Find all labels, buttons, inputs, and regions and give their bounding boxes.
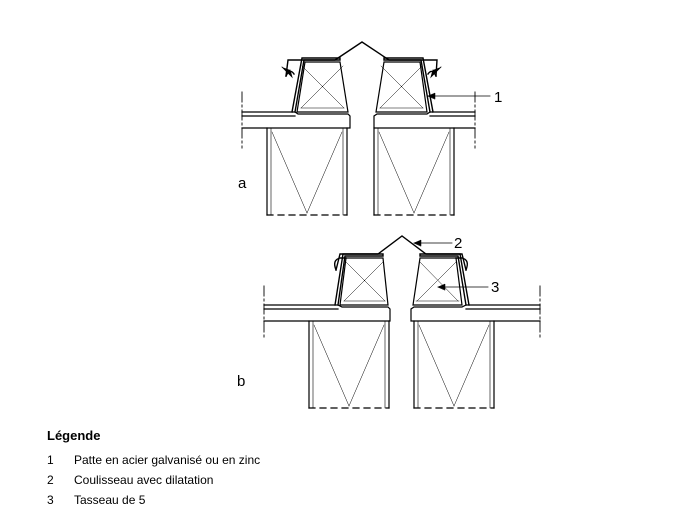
detail-label-b: b	[237, 373, 246, 390]
legend-item-text: Coulisseau avec dilatation	[74, 473, 214, 487]
callout-3: 3	[491, 279, 500, 296]
callout-2: 2	[454, 235, 463, 252]
batten-left-a	[297, 62, 348, 112]
rafter-left-a	[267, 128, 347, 215]
deck-board-left-b	[264, 305, 390, 321]
ridge-cap-a	[286, 42, 437, 76]
legend-item-text: Patte en acier galvanisé ou en zinc	[74, 453, 261, 467]
sheet-left-a	[292, 58, 340, 112]
sheet-right-b	[420, 254, 469, 305]
legend-item	[47, 453, 260, 467]
ridge-cap-b	[336, 236, 466, 270]
legend-item-number: 1	[47, 453, 54, 467]
rafter-left-b	[309, 321, 389, 408]
detail-a	[238, 42, 502, 215]
batten-right-a	[376, 62, 427, 112]
legend-title: Légende	[47, 428, 101, 443]
callout-1: 1	[494, 89, 503, 106]
rafter-right-b	[414, 321, 494, 408]
deck-board-right-b	[411, 305, 540, 321]
sheet-left-b	[335, 254, 383, 305]
detail-b	[237, 235, 540, 408]
detail-label-a: a	[238, 175, 247, 192]
legend-item-text: Tasseau de 5	[74, 493, 146, 507]
deck-board-left-a	[242, 112, 350, 128]
batten-right-b	[413, 258, 462, 305]
legend-item-number: 3	[47, 493, 54, 507]
batten-left-b	[340, 258, 388, 305]
legend-item	[47, 493, 145, 507]
legend-item-number: 2	[47, 473, 54, 487]
leader-3-arrow	[438, 284, 445, 290]
legend-item	[47, 473, 213, 487]
deck-board-right-a	[374, 112, 475, 128]
rafter-right-a	[374, 128, 454, 215]
